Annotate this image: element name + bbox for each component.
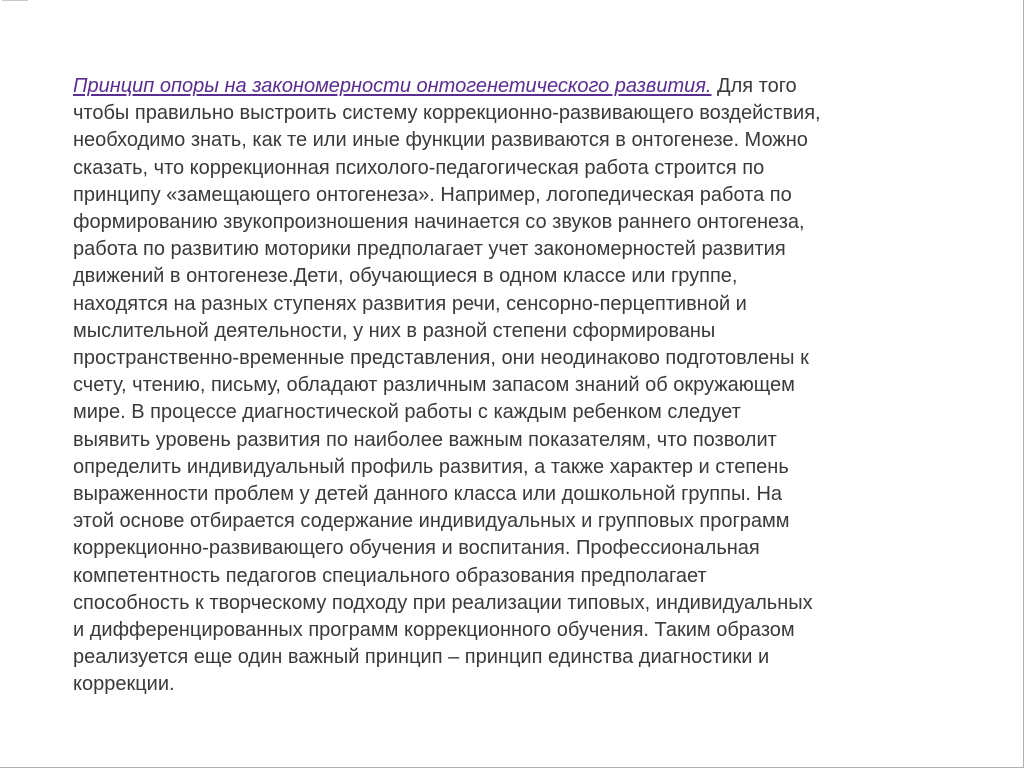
paragraph-line: определить индивидуальный профиль развития, а также характер и степень xyxy=(73,455,789,478)
paragraph-line: способность к творческому подходу при реализации типовых, индивидуальных xyxy=(73,591,813,614)
paragraph-line: выявить уровень развития по наиболее важным показателям, что позволит xyxy=(73,428,777,451)
paragraph-line: счету, чтению, письму, обладают различным запасом знаний об окружающем xyxy=(73,374,795,397)
paragraph-line: коррекции. xyxy=(73,673,175,696)
paragraph-line: и дифференцированных программ коррекционного обучения. Таким образом xyxy=(73,619,795,642)
paragraph-line: работа по развитию моторики предполагает учет закономерностей развития xyxy=(73,238,786,261)
paragraph-line: сказать, что коррекционная психолого-педагогическая работа строится по xyxy=(73,156,765,179)
body-paragraph xyxy=(73,73,943,699)
paragraph-line: принципу «замещающего онтогенеза». Например, логопедическая работа по xyxy=(73,183,792,206)
paragraph-line: пространственно-временные представления, они неодинаково подготовлены к xyxy=(73,347,809,370)
paragraph-line: этой основе отбирается содержание индивидуальных и групповых программ xyxy=(73,510,790,533)
paragraph-line: чтобы правильно выстроить систему коррекционно-развивающего воздействия, xyxy=(73,102,821,125)
paragraph-line: мыслительной деятельности, у них в разной степени сформированы xyxy=(73,319,716,342)
paragraph-line: коррекционно-развивающего обучения и воспитания. Профессиональная xyxy=(73,537,760,560)
paragraph-text: Для того xyxy=(711,75,797,97)
paragraph-line: выраженности проблем у детей данного класса или дошкольной группы. На xyxy=(73,483,783,506)
paragraph-line: мире. В процессе диагностической работы с каждым ребенком следует xyxy=(73,401,741,424)
paragraph-line: реализуется еще один важный принцип – принцип единства диагностики и xyxy=(73,646,770,669)
paragraph-line: формированию звукопроизношения начинается со звуков раннего онтогенеза, xyxy=(73,211,805,234)
paragraph-line: компетентность педагогов специального образования предполагает xyxy=(73,564,707,587)
paragraph-line-1 xyxy=(73,73,943,100)
corner-mark xyxy=(2,0,28,5)
paragraph-line: движений в онтогенезе.Дети, обучающиеся в одном классе или группе, xyxy=(73,265,738,288)
principle-heading-link[interactable]: Принцип опоры на закономерности онтогенетического развития. xyxy=(73,75,712,97)
paragraph-line: находятся на разных ступенях развития речи, сенсорно-перцептивной и xyxy=(73,292,747,315)
paragraph-line: необходимо знать, как те или иные функции развиваются в онтогенезе. Можно xyxy=(73,129,808,152)
